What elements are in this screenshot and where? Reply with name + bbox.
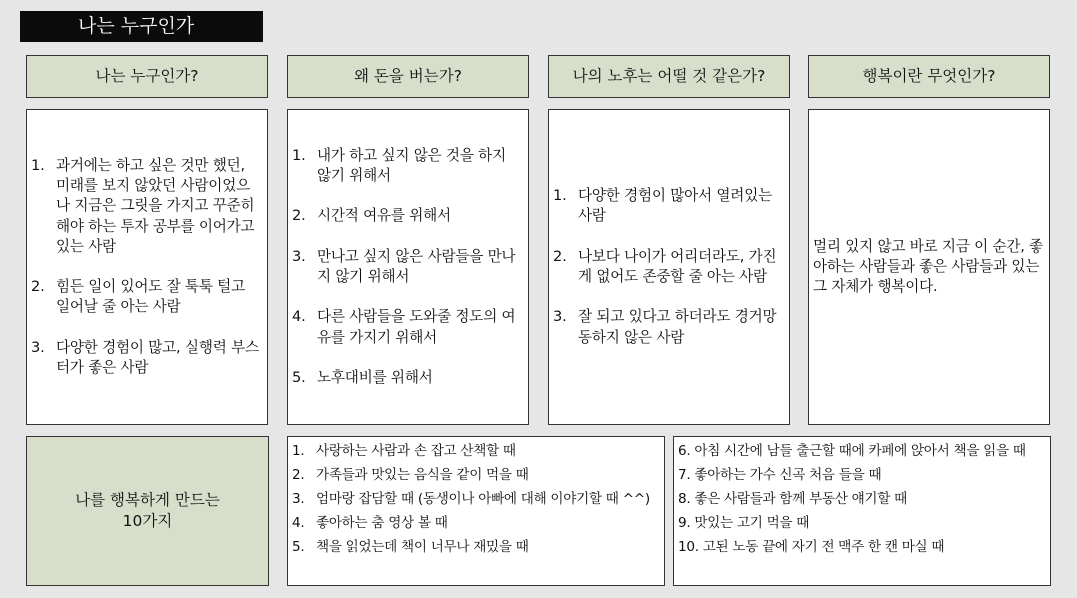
list-item	[292, 146, 524, 187]
item-number: 1.	[553, 187, 567, 205]
item-text: 과거에는 하고 싶은 것만 했던, 미래를 보지 않았던 사람이었으나 지금은 그릿을 가지고 꾸준히 해야 하는 투자 공부를 이어가고 있는 사람	[56, 156, 255, 255]
list-item	[678, 439, 1046, 463]
list-item	[678, 487, 1046, 511]
header-who-am-i: 나는 누구인가?	[26, 55, 268, 98]
item-number: 1.	[31, 156, 45, 174]
item-text: 맛있는 고기 먹을 때	[694, 515, 810, 531]
happiness-list-right	[673, 436, 1051, 586]
item-text: 고된 노동 끝에 자기 전 맥주 한 캔 마실 때	[702, 539, 945, 555]
item-number: 2.	[292, 467, 305, 483]
item-text: 내가 하고 싶지 않은 것을 하지 않기 위해서	[317, 146, 506, 185]
item-number: 10.	[678, 539, 699, 555]
item-text: 좋아하는 춤 영상 볼 때	[316, 515, 448, 531]
item-text: 노후대비를 위해서	[317, 368, 433, 386]
content-why-earn-money	[287, 109, 529, 425]
item-text: 다양한 경험이 많고, 실행력 부스터가 좋은 사람	[56, 338, 259, 377]
item-number: 9.	[678, 515, 691, 531]
content-my-old-age	[548, 109, 790, 425]
list-item	[292, 206, 524, 226]
item-number: 3.	[31, 338, 45, 356]
happiness-items	[292, 439, 660, 559]
list-item	[31, 156, 263, 257]
item-text: 나보다 나이가 어리더라도, 가진 게 없어도 존중할 줄 아는 사람	[578, 247, 777, 285]
list-item	[678, 511, 1046, 535]
item-text: 힘든 일이 있어도 잘 툭툭 털고 일어날 줄 아는 사람	[56, 278, 245, 316]
list-item	[292, 511, 660, 535]
item-text: 책을 읽었는데 책이 너무나 재밌을 때	[316, 539, 529, 555]
item-text: 좋아하는 가수 신곡 처음 들을 때	[694, 467, 882, 483]
list-item	[292, 368, 524, 388]
list-item	[292, 247, 524, 288]
list-item	[553, 186, 785, 227]
header-my-old-age: 나의 노후는 어떨 것 같은가?	[548, 55, 790, 98]
item-number: 2.	[553, 247, 567, 265]
item-number: 5.	[292, 368, 306, 386]
item-number: 8.	[678, 491, 691, 507]
list-item	[292, 487, 660, 511]
header-what-is-happiness: 행복이란 무엇인가?	[808, 55, 1050, 98]
item-number: 3.	[553, 308, 567, 326]
item-number: 4.	[292, 308, 306, 326]
item-text: 시간적 여유를 위해서	[317, 207, 451, 225]
label-line: 나를 행복하게 만드는	[75, 491, 220, 509]
list-item	[31, 338, 263, 379]
answer-list	[553, 186, 785, 348]
content-who-am-i	[26, 109, 268, 425]
item-number: 4.	[292, 515, 305, 531]
item-text: 좋은 사람들과 함께 부동산 얘기할 때	[694, 491, 907, 507]
happiness-list-label	[26, 436, 269, 586]
list-item	[31, 277, 263, 318]
item-text: 엄마랑 잡담할 때 (동생이나 아빠에 대해 이야기할 때 ^^)	[316, 491, 650, 507]
list-item	[292, 439, 660, 463]
item-number: 6.	[678, 443, 691, 459]
item-text: 다양한 경험이 많아서 열려있는 사람	[578, 187, 772, 225]
item-number: 5.	[292, 539, 305, 555]
content-what-is-happiness	[808, 109, 1050, 425]
item-number: 2.	[292, 207, 306, 225]
page-title: 나는 누구인가	[20, 11, 263, 42]
label-line: 10가지	[122, 512, 173, 530]
happiness-definition: 멀리 있지 않고 바로 지금 이 순간, 좋아하는 사람들과 좋은 사람들과 있는 그 자체가 행복이다.	[813, 237, 1044, 296]
list-item	[292, 307, 524, 348]
list-item	[292, 535, 660, 559]
item-text: 만나고 싶지 않은 사람들을 만나지 않기 위해서	[317, 247, 516, 285]
list-item	[292, 463, 660, 487]
item-text: 가족들과 맛있는 음식을 같이 먹을 때	[316, 467, 529, 483]
item-number: 1.	[292, 146, 306, 164]
answer-list	[31, 156, 263, 379]
item-number: 2.	[31, 278, 45, 296]
answer-list	[292, 146, 524, 388]
item-text: 잘 되고 있다고 하더라도 경거망동하지 않은 사람	[578, 308, 777, 346]
happiness-items	[678, 439, 1046, 559]
item-number: 3.	[292, 247, 306, 265]
list-item	[553, 307, 785, 348]
header-why-earn-money: 왜 돈을 버는가?	[287, 55, 529, 98]
item-text: 다른 사람들을 도와줄 정도의 여유를 가지기 위해서	[317, 308, 516, 346]
item-number: 1.	[292, 443, 305, 459]
list-item	[678, 463, 1046, 487]
happiness-list-left	[287, 436, 665, 586]
item-number: 7.	[678, 467, 691, 483]
item-number: 3.	[292, 491, 305, 507]
list-item	[553, 247, 785, 288]
item-text: 아침 시간에 남들 출근할 때에 카페에 앉아서 책을 읽을 때	[694, 443, 1026, 459]
list-item	[678, 535, 1046, 559]
item-text: 사랑하는 사람과 손 잡고 산책할 때	[316, 443, 516, 459]
